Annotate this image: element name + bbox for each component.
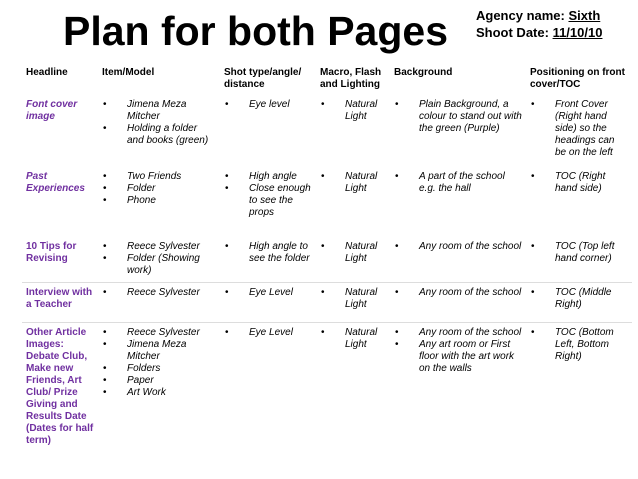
list-item: • Phone [102,195,216,207]
list-item: • Natural Light [320,241,386,265]
list-item: • Natural Light [320,99,386,123]
header-row [22,64,632,95]
list-item: • High angle to see the folder [224,241,312,265]
row-items [98,237,220,283]
row-shot [220,167,316,237]
row-headline: Past Experiences [26,171,85,194]
shoot-date-label: Shoot Date: [476,25,553,40]
row-headline: Other Article Images: Debate Club, Make new Friends, Art Club/ Prize Giving and Results Date (Dates for half term) [22,323,98,453]
list-item: • Jimena Meza Mitcher [102,99,216,123]
agency-name-value: Sixth [568,8,601,23]
list-item: • Any room of the school [394,327,522,339]
row-shot [220,283,316,323]
list-item: • Art Work [102,387,216,399]
list-item: • TOC (Top left hand corner) [530,241,628,265]
list-item: • Close enough to see the props [224,183,312,219]
table-row [22,95,632,167]
row-headline: 10 Tips for Revising [26,241,77,264]
list-item: • Natural Light [320,287,386,311]
list-item: • Paper [102,375,216,387]
row-items [98,167,220,237]
row-macro [316,323,390,453]
page-title: Plan for both Pages [63,8,448,54]
row-shot [220,95,316,167]
list-item: • Reece Sylvester [102,287,216,299]
row-headline: Interview with a Teacher [22,283,98,323]
agency-info [476,7,602,41]
row-macro [316,167,390,237]
shoot-date-line [476,24,602,41]
column-header-shot-type: Shot type/angle/ distance [224,67,302,90]
row-headline: Font cover image [26,99,78,122]
list-item: • Folder [102,183,216,195]
row-position [526,237,632,283]
row-background [390,283,526,323]
list-item: • TOC (Middle Right) [530,287,628,311]
row-background [390,167,526,237]
list-item: • Plain Background, a colour to stand out with the green (Purple) [394,99,522,135]
row-background [390,237,526,283]
list-item: • Folders [102,363,216,375]
row-shot [220,237,316,283]
list-item: • Jimena Meza Mitcher [102,339,216,363]
column-header-positioning: Positioning on front cover/TOC [530,67,625,90]
list-item: • Natural Light [320,327,386,351]
agency-name-label: Agency name: [476,8,569,23]
list-item: • Folder (Showing work) [102,253,216,277]
list-item: • TOC (Right hand side) [530,171,628,195]
row-shot [220,323,316,453]
row-background [390,95,526,167]
list-item: • Any art room or First floor with the art work on the walls [394,339,522,375]
list-item: • A part of the school e.g. the hall [394,171,522,195]
list-item: • Front Cover (Right hand side) so the headings can be on the left [530,99,628,159]
column-header-macro-flash-lighting: Macro, Flash and Lighting [320,67,382,90]
list-item: • Holding a folder and books (green) [102,123,216,147]
row-items [98,95,220,167]
plan-table [22,64,632,452]
row-background [390,323,526,453]
list-item: • Any room of the school [394,287,522,299]
list-item: • High angle [224,171,312,183]
list-item: • Reece Sylvester [102,241,216,253]
list-item: • Eye Level [224,327,312,339]
list-item: • Natural Light [320,171,386,195]
table-row [22,237,632,283]
row-position [526,95,632,167]
table-row [22,283,632,323]
row-position [526,323,632,453]
list-item: • Any room of the school [394,241,522,253]
row-items [98,283,220,323]
list-item: • TOC (Bottom Left, Bottom Right) [530,327,628,363]
column-header-background: Background [394,67,453,78]
list-item: • Eye level [224,99,312,111]
row-position [526,167,632,237]
row-macro [316,237,390,283]
column-header-headline: Headline [26,67,68,78]
list-item: • Two Friends [102,171,216,183]
agency-name-line [476,7,602,24]
row-items [98,323,220,453]
shoot-date-value: 11/10/10 [552,25,603,40]
row-macro [316,283,390,323]
row-macro [316,95,390,167]
list-item: • Reece Sylvester [102,327,216,339]
list-item: • Eye Level [224,287,312,299]
row-position [526,283,632,323]
table-row [22,167,632,237]
column-header-item-model: Item/Model [102,67,155,78]
table-row [22,323,632,453]
